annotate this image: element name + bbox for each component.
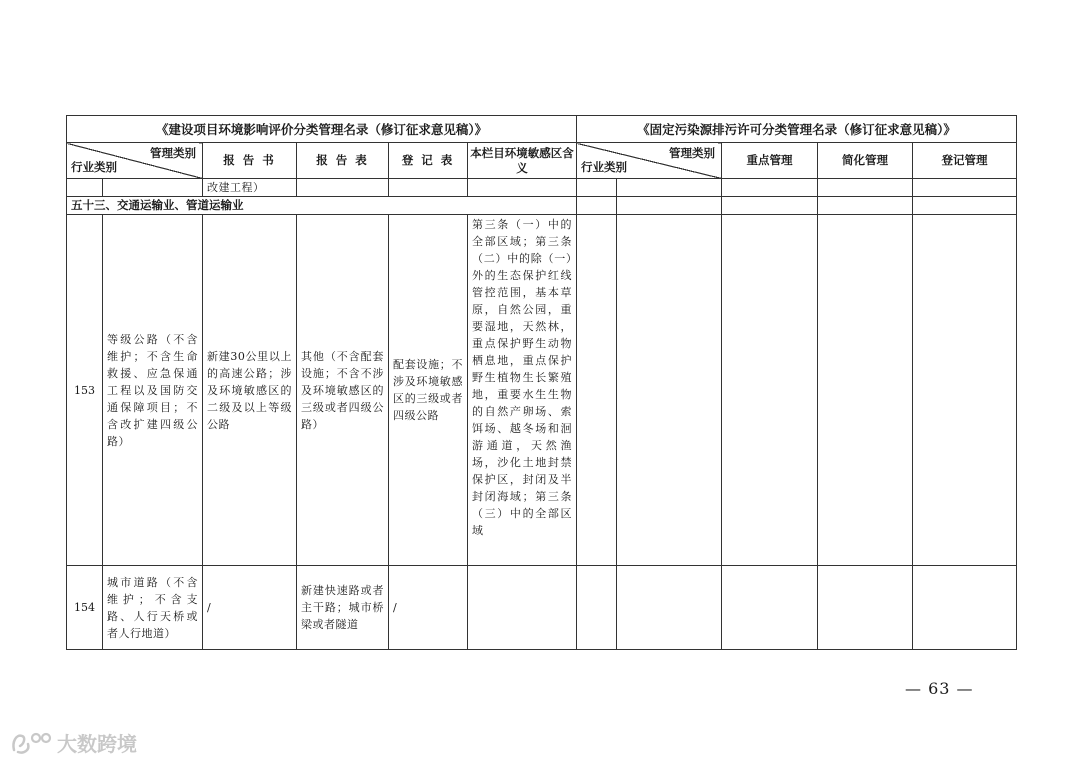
table-row bbox=[67, 215, 1017, 566]
left-diag-top-label: 管理类别 bbox=[150, 146, 196, 160]
watermark-logo-icon bbox=[10, 730, 54, 756]
row-number: 154 bbox=[67, 566, 103, 650]
report-table-criteria: 其他（不含配套设施；不含不涉及环境敏感区的三级或者四级公路） bbox=[297, 215, 389, 566]
left-diag-bottom-label: 行业类别 bbox=[71, 160, 117, 174]
right-diag-bottom-label: 行业类别 bbox=[581, 160, 628, 174]
report-table-criteria: 新建快速路或者主干路；城市桥梁或者隧道 bbox=[297, 566, 389, 650]
left-table-title: 《建设项目环境影响评价分类管理名录（修订征求意见稿）》 bbox=[67, 116, 577, 143]
classification-table bbox=[66, 115, 1017, 650]
right-diag-top-label: 管理类别 bbox=[669, 146, 716, 160]
watermark-text: 大数跨境 bbox=[57, 732, 137, 756]
report-book-criteria: / bbox=[203, 566, 297, 650]
header-registration: 登 记 表 bbox=[389, 143, 468, 179]
header-key-management: 重点管理 bbox=[722, 143, 818, 179]
header-report-table: 报 告 表 bbox=[297, 143, 389, 179]
industry-category: 城市道路（不含维护；不含支路、人行天桥或者人行地道） bbox=[103, 566, 203, 650]
classification-table-sheet bbox=[66, 115, 1017, 650]
header-report-book: 报 告 书 bbox=[203, 143, 297, 179]
right-diagonal-header bbox=[577, 143, 722, 179]
carry-over-text: 改建工程） bbox=[203, 179, 297, 197]
section-title: 五十三、交通运输业、管道运输业 bbox=[67, 197, 577, 215]
row-number: 153 bbox=[67, 215, 103, 566]
header-simple-management: 简化管理 bbox=[818, 143, 913, 179]
report-book-criteria: 新建30公里以上的高速公路；涉及环境敏感区的二级及以上等级公路 bbox=[203, 215, 297, 566]
right-table-title: 《固定污染源排污许可分类管理名录（修订征求意见稿）》 bbox=[577, 116, 1017, 143]
table-row bbox=[67, 566, 1017, 650]
sensitive-area-definition: 第三条（一）中的全部区域；第三条（二）中的除（一）外的生态保护红线管控范围，基本草原，自然公园，重要湿地，天然林，重点保护野生动物栖息地，重点保护野生植物生长繁殖地，重要水生生物的自然产卵场、索饵场、越冬场和洄游通道，天然渔场，沙化土地封禁保护区，封闭及半封闭海域；第三条（三）中的全部区域 bbox=[468, 215, 577, 566]
registration-criteria: / bbox=[389, 566, 468, 650]
header-register-management: 登记管理 bbox=[913, 143, 1017, 179]
watermark bbox=[10, 728, 137, 757]
sensitive-area-definition bbox=[468, 566, 577, 650]
left-diagonal-header bbox=[67, 143, 203, 179]
header-sensitive-area: 本栏目环境敏感区含义 bbox=[468, 143, 577, 179]
industry-category: 等级公路（不含维护；不含生命救援、应急保通工程以及国防交通保障项目；不含改扩建四级公路） bbox=[103, 215, 203, 566]
registration-criteria: 配套设施；不涉及环境敏感区的三级或者四级公路 bbox=[389, 215, 468, 566]
page-number: — 63 — bbox=[905, 679, 974, 698]
